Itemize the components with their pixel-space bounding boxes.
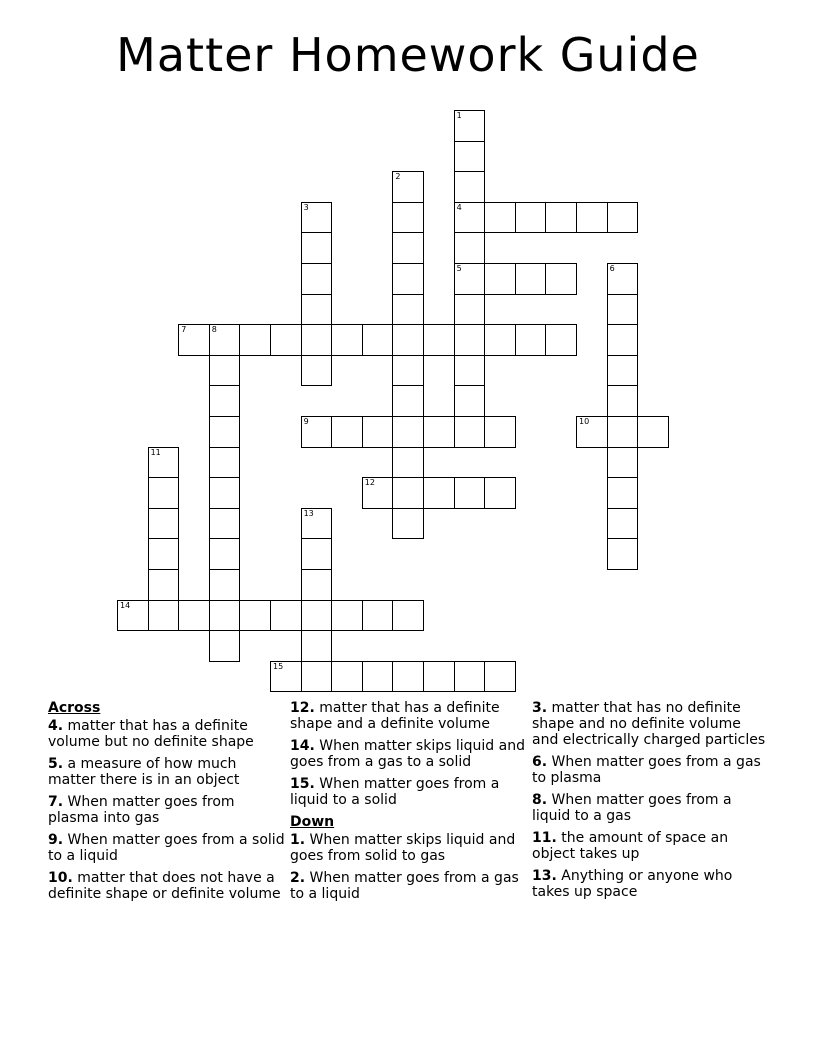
grid-cell[interactable] [209, 600, 241, 632]
grid-cell[interactable] [209, 447, 241, 479]
grid-cell[interactable] [607, 385, 639, 417]
grid-cell[interactable] [301, 538, 333, 570]
grid-cell[interactable] [454, 324, 486, 356]
page-title: Matter Homework Guide [116, 28, 700, 82]
grid-cell[interactable] [607, 202, 639, 234]
cell-number: 7 [181, 325, 187, 335]
grid-cell[interactable] [392, 416, 424, 448]
grid-cell[interactable] [362, 477, 394, 509]
clue-down-11: 11. the amount of space an object takes up [532, 830, 729, 862]
cell-number: 12 [364, 478, 375, 488]
grid-cell[interactable] [607, 324, 639, 356]
grid-cell[interactable] [515, 324, 547, 356]
grid-cell[interactable] [209, 416, 241, 448]
clue-across-15: 15. When matter goes from a liquid to a solid [290, 776, 500, 808]
grid-cell[interactable] [607, 477, 639, 509]
grid-cell[interactable] [454, 385, 486, 417]
grid-cell[interactable] [423, 477, 455, 509]
grid-cell[interactable] [209, 385, 241, 417]
grid-cell[interactable] [301, 508, 333, 540]
grid-cell[interactable] [301, 661, 333, 693]
across-heading: Across [48, 700, 101, 716]
down-heading: Down [290, 814, 335, 830]
grid-cell[interactable] [576, 202, 608, 234]
cell-number: 9 [303, 417, 309, 426]
grid-cell[interactable] [607, 447, 639, 479]
cell-number: 15 [273, 661, 284, 671]
clues-column-3 [532, 700, 770, 906]
grid-cell[interactable] [301, 630, 333, 662]
grid-cell[interactable] [301, 600, 333, 632]
grid-cell[interactable] [301, 569, 333, 601]
clues-column-1 [48, 700, 286, 908]
grid-cell[interactable] [148, 477, 180, 509]
grid-cell[interactable] [209, 538, 241, 570]
grid-cell[interactable] [454, 294, 486, 326]
grid-cell[interactable] [484, 416, 516, 448]
grid-cell[interactable] [392, 294, 424, 326]
grid-cell[interactable] [545, 202, 577, 234]
grid-cell[interactable] [545, 324, 577, 356]
grid-cell[interactable] [392, 661, 424, 693]
grid-cell[interactable] [454, 263, 486, 295]
clue-down-8: 8. When matter goes from a liquid to a gas [532, 792, 732, 824]
grid-cell[interactable] [209, 477, 241, 509]
grid-cell[interactable] [454, 202, 486, 234]
grid-cell[interactable] [423, 416, 455, 448]
grid-cell[interactable] [117, 600, 149, 632]
grid-cell[interactable] [454, 477, 486, 509]
clue-across-5: 5. a measure of how much matter there is in an object [48, 756, 240, 788]
grid-cell[interactable] [209, 324, 241, 356]
grid-cell[interactable] [148, 569, 180, 601]
grid-cell[interactable] [209, 630, 241, 662]
grid-cell[interactable] [301, 324, 333, 356]
grid-cell[interactable] [148, 600, 180, 632]
grid-cell[interactable] [270, 661, 302, 693]
grid-cell[interactable] [301, 263, 333, 295]
grid-cell[interactable] [454, 171, 486, 203]
cell-number: 10 [579, 417, 590, 426]
cell-number: 14 [120, 600, 131, 610]
grid-cell[interactable] [331, 661, 363, 693]
grid-cell[interactable] [148, 508, 180, 540]
clue-down-2: 2. When matter goes from a gas to a liquid [290, 870, 519, 902]
grid-cell[interactable] [331, 600, 363, 632]
grid-cell[interactable] [331, 416, 363, 448]
clue-across-7: 7. When matter goes from plasma into gas [48, 794, 235, 826]
cell-number: 13 [303, 508, 314, 518]
grid-cell[interactable] [392, 447, 424, 479]
grid-cell[interactable] [515, 202, 547, 234]
grid-cell[interactable] [392, 508, 424, 540]
grid-cell[interactable] [484, 324, 516, 356]
grid-cell[interactable] [392, 385, 424, 417]
grid-cell[interactable] [576, 416, 608, 448]
cell-number: 11 [150, 447, 161, 457]
grid-cell[interactable] [607, 416, 639, 448]
grid-cell[interactable] [454, 232, 486, 264]
grid-cell[interactable] [392, 171, 424, 203]
grid-cell[interactable] [301, 294, 333, 326]
cell-number: 6 [609, 264, 615, 273]
grid-cell[interactable] [392, 263, 424, 295]
grid-cell[interactable] [331, 324, 363, 356]
grid-cell[interactable] [454, 110, 486, 142]
grid-cell[interactable] [637, 416, 669, 448]
grid-cell[interactable] [362, 600, 394, 632]
grid-cell[interactable] [484, 263, 516, 295]
clue-across-9: 9. When matter goes from a solid to a liquid [48, 832, 285, 864]
grid-cell[interactable] [423, 324, 455, 356]
grid-cell[interactable] [362, 324, 394, 356]
grid-cell[interactable] [423, 661, 455, 693]
grid-cell[interactable] [362, 416, 394, 448]
grid-cell[interactable] [392, 232, 424, 264]
grid-cell[interactable] [392, 202, 424, 234]
grid-cell[interactable] [270, 324, 302, 356]
grid-cell[interactable] [607, 294, 639, 326]
clues-column-2 [290, 700, 528, 908]
grid-cell[interactable] [607, 263, 639, 295]
grid-cell[interactable] [301, 232, 333, 264]
grid-cell[interactable] [607, 538, 639, 570]
clue-across-10: 10. matter that does not have a definite shape or definite volume [48, 870, 281, 902]
grid-cell[interactable] [607, 508, 639, 540]
grid-cell[interactable] [515, 263, 547, 295]
grid-cell[interactable] [301, 202, 333, 234]
grid-cell[interactable] [454, 416, 486, 448]
clue-down-3: 3. matter that has no definite shape and no definite volume and electrically charged particles [532, 700, 766, 748]
grid-cell[interactable] [545, 263, 577, 295]
grid-cell[interactable] [484, 477, 516, 509]
clue-down-1: 1. When matter skips liquid and goes from solid to gas [290, 832, 516, 864]
grid-cell[interactable] [270, 600, 302, 632]
grid-cell[interactable] [148, 538, 180, 570]
cell-number: 2 [395, 172, 401, 182]
cell-number: 8 [211, 325, 217, 335]
grid-cell[interactable] [607, 355, 639, 387]
grid-cell[interactable] [178, 324, 210, 356]
grid-cell[interactable] [454, 355, 486, 387]
cell-number: 1 [456, 111, 462, 120]
grid-cell[interactable] [454, 141, 486, 173]
grid-cell[interactable] [148, 447, 180, 479]
clue-down-6: 6. When matter goes from a gas to plasma [532, 754, 761, 786]
clue-across-12: 12. matter that has a definite shape and a definite volume [290, 700, 500, 732]
cell-number: 5 [456, 264, 462, 273]
grid-cell[interactable] [392, 355, 424, 387]
grid-cell[interactable] [362, 661, 394, 693]
grid-cell[interactable] [301, 416, 333, 448]
clue-across-14: 14. When matter skips liquid and goes from a gas to a solid [290, 738, 525, 770]
grid-cell[interactable] [239, 600, 271, 632]
clue-down-13: 13. Anything or anyone who takes up space [532, 868, 733, 900]
grid-cell[interactable] [239, 324, 271, 356]
grid-cell[interactable] [392, 324, 424, 356]
grid-cell[interactable] [209, 569, 241, 601]
grid-cell[interactable] [301, 355, 333, 387]
grid-cell[interactable] [209, 355, 241, 387]
grid-cell[interactable] [484, 661, 516, 693]
clue-across-4: 4. matter that has a definite volume but no definite shape [48, 718, 254, 750]
cell-number: 3 [303, 202, 309, 212]
cell-number: 4 [456, 202, 462, 212]
grid-cell[interactable] [484, 202, 516, 234]
grid-cell[interactable] [392, 600, 424, 632]
grid-cell[interactable] [454, 661, 486, 693]
grid-cell[interactable] [209, 508, 241, 540]
grid-cell[interactable] [178, 600, 210, 632]
grid-cell[interactable] [392, 477, 424, 509]
